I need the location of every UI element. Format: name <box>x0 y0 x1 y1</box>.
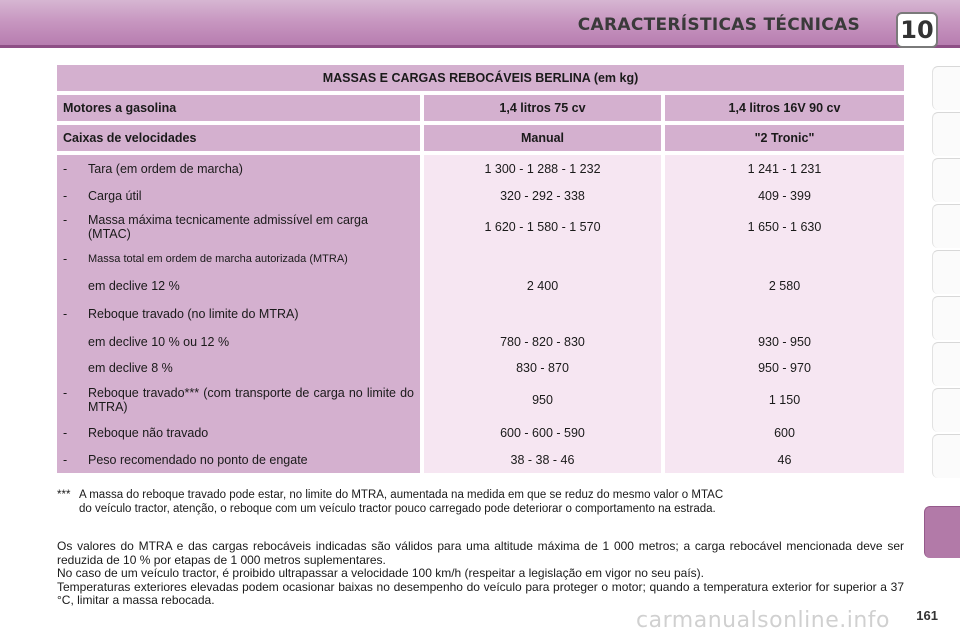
table-cell: 2 400 <box>526 279 559 293</box>
table-cell: 1 620 - 1 580 - 1 570 <box>484 220 601 234</box>
footnote-mark: *** <box>57 489 71 501</box>
table-row-label: - Reboque travado (no limite do MTRA) <box>63 307 299 321</box>
chapter-tab[interactable] <box>932 434 960 478</box>
table-cell: 600 - 600 - 590 <box>500 426 585 440</box>
body-text <box>57 540 904 608</box>
table-title: MASSAS E CARGAS REBOCÁVEIS BERLINA (em kg) <box>57 65 904 91</box>
chapter-tab[interactable] <box>932 250 960 294</box>
values-column-75cv <box>424 155 661 473</box>
chapter-tab[interactable] <box>932 296 960 340</box>
table-row-label: - Carga útil <box>63 189 142 203</box>
table-cell: 1 241 - 1 231 <box>747 162 822 176</box>
table-cell: 2 580 <box>768 279 801 293</box>
gearbox-col2: Manual <box>424 125 661 151</box>
table-cell: 950 - 970 <box>758 361 811 375</box>
chapter-tab[interactable] <box>932 388 960 432</box>
engine-col2: 1,4 litros 75 cv <box>424 95 661 121</box>
paragraph-line: Os valores do MTRA e das cargas rebocáveis indicadas são válidos para uma altitude máxima de 1 000 metros; a carga rebocável mencionada deve ser reduzida de 10 % por etapas de 1 000 metros suplementares. <box>57 539 904 567</box>
table-row-label: - Peso recomendado no ponto de engate <box>63 453 308 467</box>
table-row-label: em declive 10 % ou 12 % <box>88 335 230 349</box>
chapter-tab[interactable] <box>932 112 960 156</box>
chapter-tab[interactable] <box>932 204 960 248</box>
engines-label: Motores a gasolina <box>57 95 420 121</box>
table-cell: 950 <box>532 393 553 407</box>
footnote-line: A massa do reboque travado pode estar, no limite do MTRA, aumentada na medida em que se reduz do mesmo valor o MTAC <box>79 489 724 501</box>
table-cell: 930 - 950 <box>758 335 811 349</box>
table-cell: 1 150 <box>768 393 801 407</box>
values-column-90cv <box>665 155 904 473</box>
table-row-label: em declive 8 % <box>88 361 173 375</box>
engine-col3: 1,4 litros 16V 90 cv <box>665 95 904 121</box>
table-cell: 1 650 - 1 630 <box>747 220 822 234</box>
table-cell: 1 300 - 1 288 - 1 232 <box>484 162 601 176</box>
table-body <box>57 155 904 473</box>
chapter-tab-active[interactable] <box>924 506 960 558</box>
page-title: CARACTERÍSTICAS TÉCNICAS <box>577 15 860 35</box>
table-cell: 830 - 870 <box>516 361 569 375</box>
footnote <box>57 488 904 516</box>
footnote-line: do veículo tractor, atenção, o reboque com um veículo tractor pouco carregado pode deteriorar o comportamento na estrada. <box>79 503 716 515</box>
chapter-tab[interactable] <box>932 158 960 202</box>
table-row-label: - Reboque travado*** (com transporte de carga no limite do MTRA) <box>63 386 414 414</box>
table-row-label: - Tara (em ordem de marcha) <box>63 162 243 176</box>
masses-table <box>57 65 904 473</box>
label-column <box>57 155 420 473</box>
paragraph-line: Temperaturas exteriores elevadas podem ocasionar baixas no desempenho do veículo para proteger o motor; quando a temperatura exterior for superior a 37 °C, limitar a massa rebocada. <box>57 579 904 608</box>
chapter-tabs <box>930 66 960 606</box>
table-row-label: em declive 12 % <box>88 279 180 293</box>
watermark: carmanualsonline.info <box>636 608 890 633</box>
paragraph-line: No caso de um veículo tractor, é proibido ultrapassar a velocidade 100 km/h (respeitar a legislação em vigor no seu país). <box>57 566 705 581</box>
table-header-row <box>57 95 904 121</box>
table-row-label: - Massa máxima tecnicamente admissível em carga (MTAC) <box>63 213 368 241</box>
table-header-row <box>57 125 904 151</box>
table-cell: 46 <box>777 453 792 467</box>
table-cell: 600 <box>774 426 795 440</box>
table-row-label: - Massa total em ordem de marcha autorizada (MTRA) <box>63 252 348 266</box>
chapter-number-badge: 10 <box>896 12 938 48</box>
gearbox-col3: "2 Tronic" <box>665 125 904 151</box>
table-cell: 320 - 292 - 338 <box>500 189 585 203</box>
page-number: 161 <box>916 608 938 623</box>
chapter-tab[interactable] <box>932 342 960 386</box>
table-row-label: - Reboque não travado <box>63 426 209 440</box>
chapter-tab[interactable] <box>932 66 960 110</box>
table-cell: 409 - 399 <box>758 189 811 203</box>
table-cell: 780 - 820 - 830 <box>500 335 585 349</box>
gearbox-label: Caixas de velocidades <box>57 125 420 151</box>
table-cell: 38 - 38 - 46 <box>510 453 575 467</box>
